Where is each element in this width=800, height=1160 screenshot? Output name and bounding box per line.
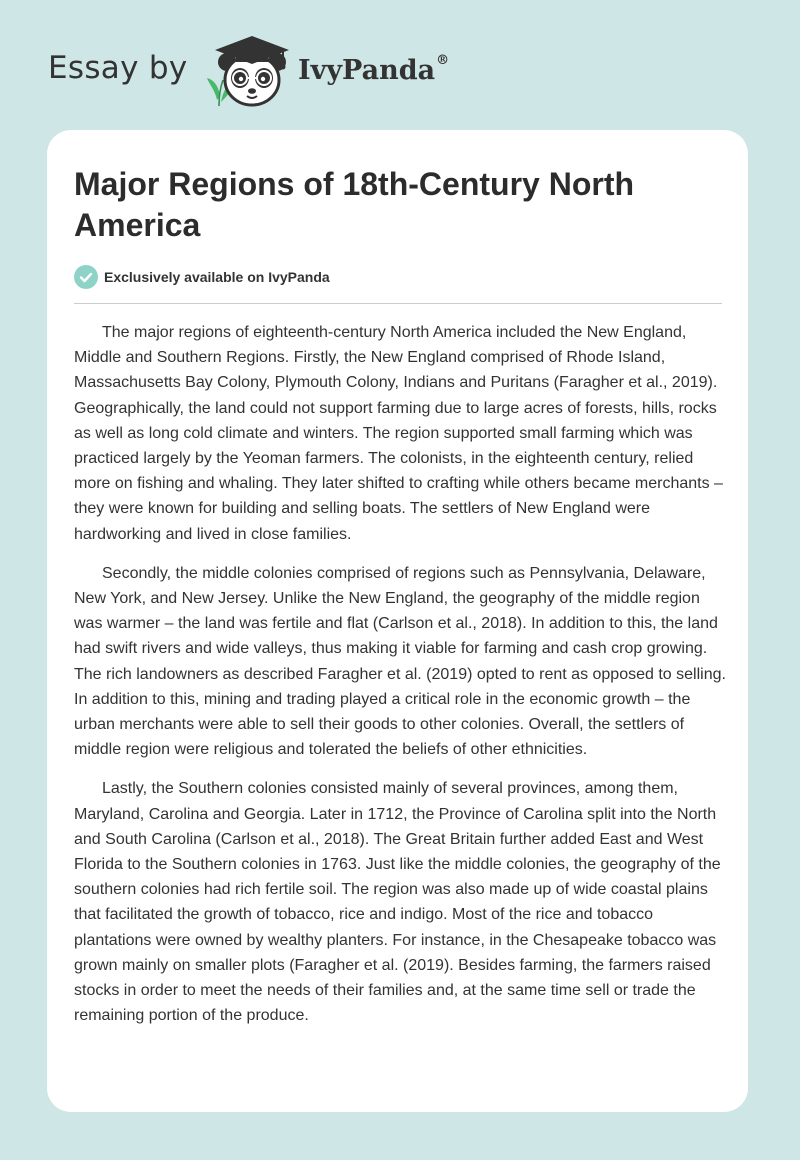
- essay-body: [74, 320, 726, 1042]
- check-circle-icon: [74, 265, 98, 289]
- paragraph: Secondly, the middle colonies comprised of regions such as Pennsylvania, Delaware, New York, and New Jersey. Unlike the New England, the geography of the middle region was warmer – the land was fertile and flat (Carlson et al., 2018). In addition to this, the land had swift rivers and wide valleys, thus making it viable for farming and cash crop growing. The rich landowners as described Faragher et al. (2019) opted to rent as opposed to selling. In addition to this, mining and trading played a critical role in the economic growth – the urban merchants were able to sell their goods to other colonies. Overall, the settlers of middle region were religious and tolerated the beliefs of other ethnicities.: [74, 564, 726, 759]
- paragraph: The major regions of eighteenth-century North America included the New England, Middle and Southern Regions. Firstly, the New England comprised of Rhode Island, Massachusetts Bay Colony, Plymouth Colony, Indians and Puritans (Faragher et al., 2019). Geographically, the land could not support farming due to large acres of forests, hills, rocks as well as long cold climate and winters. The region supported small farming which was practiced largely by the Yeoman farmers. The colonists, in the eighteenth century, relied more on fishing and whaling. They later shifted to crafting while others became merchants – they were known for building and selling boats. The settlers of New England were hardworking and lived in close families.: [74, 324, 723, 543]
- essay-card: [47, 130, 748, 1112]
- divider: [74, 303, 722, 304]
- site-header: [48, 30, 548, 110]
- exclusive-badge-label: Exclusively available on IvyPanda: [104, 269, 330, 285]
- panda-logo-icon: [203, 34, 295, 108]
- essay-by-label: Essay by: [48, 50, 188, 86]
- brand-name: IvyPanda®: [298, 53, 450, 86]
- essay-title: Major Regions of 18th-Century North America: [74, 166, 635, 243]
- exclusive-badge: [74, 264, 330, 290]
- paragraph: Lastly, the Southern colonies consisted mainly of several provinces, among them, Maryland, Carolina and Georgia. Later in 1712, the Province of Carolina split into the North and South Carolina (Carlson et al., 2018). The Great Britain further added East and West Florida to the Southern colonies in 1763. Just like the middle colonies, the geography of the southern colonies had rich fertile soil. The region was also made up of wide coastal plains that facilitated the growth of tobacco, rice and indigo. Most of the rice and tobacco plantations were owned by wealthy planters. For instance, in the Chesapeake tobacco was grown mainly on smaller plots (Faragher et al. (2019). Besides farming, the farmers raised stocks in order to meet the needs of their families and, at the same time sell or trade the remaining portion of the produce.: [74, 780, 721, 1025]
- registered-mark: ®: [436, 53, 450, 68]
